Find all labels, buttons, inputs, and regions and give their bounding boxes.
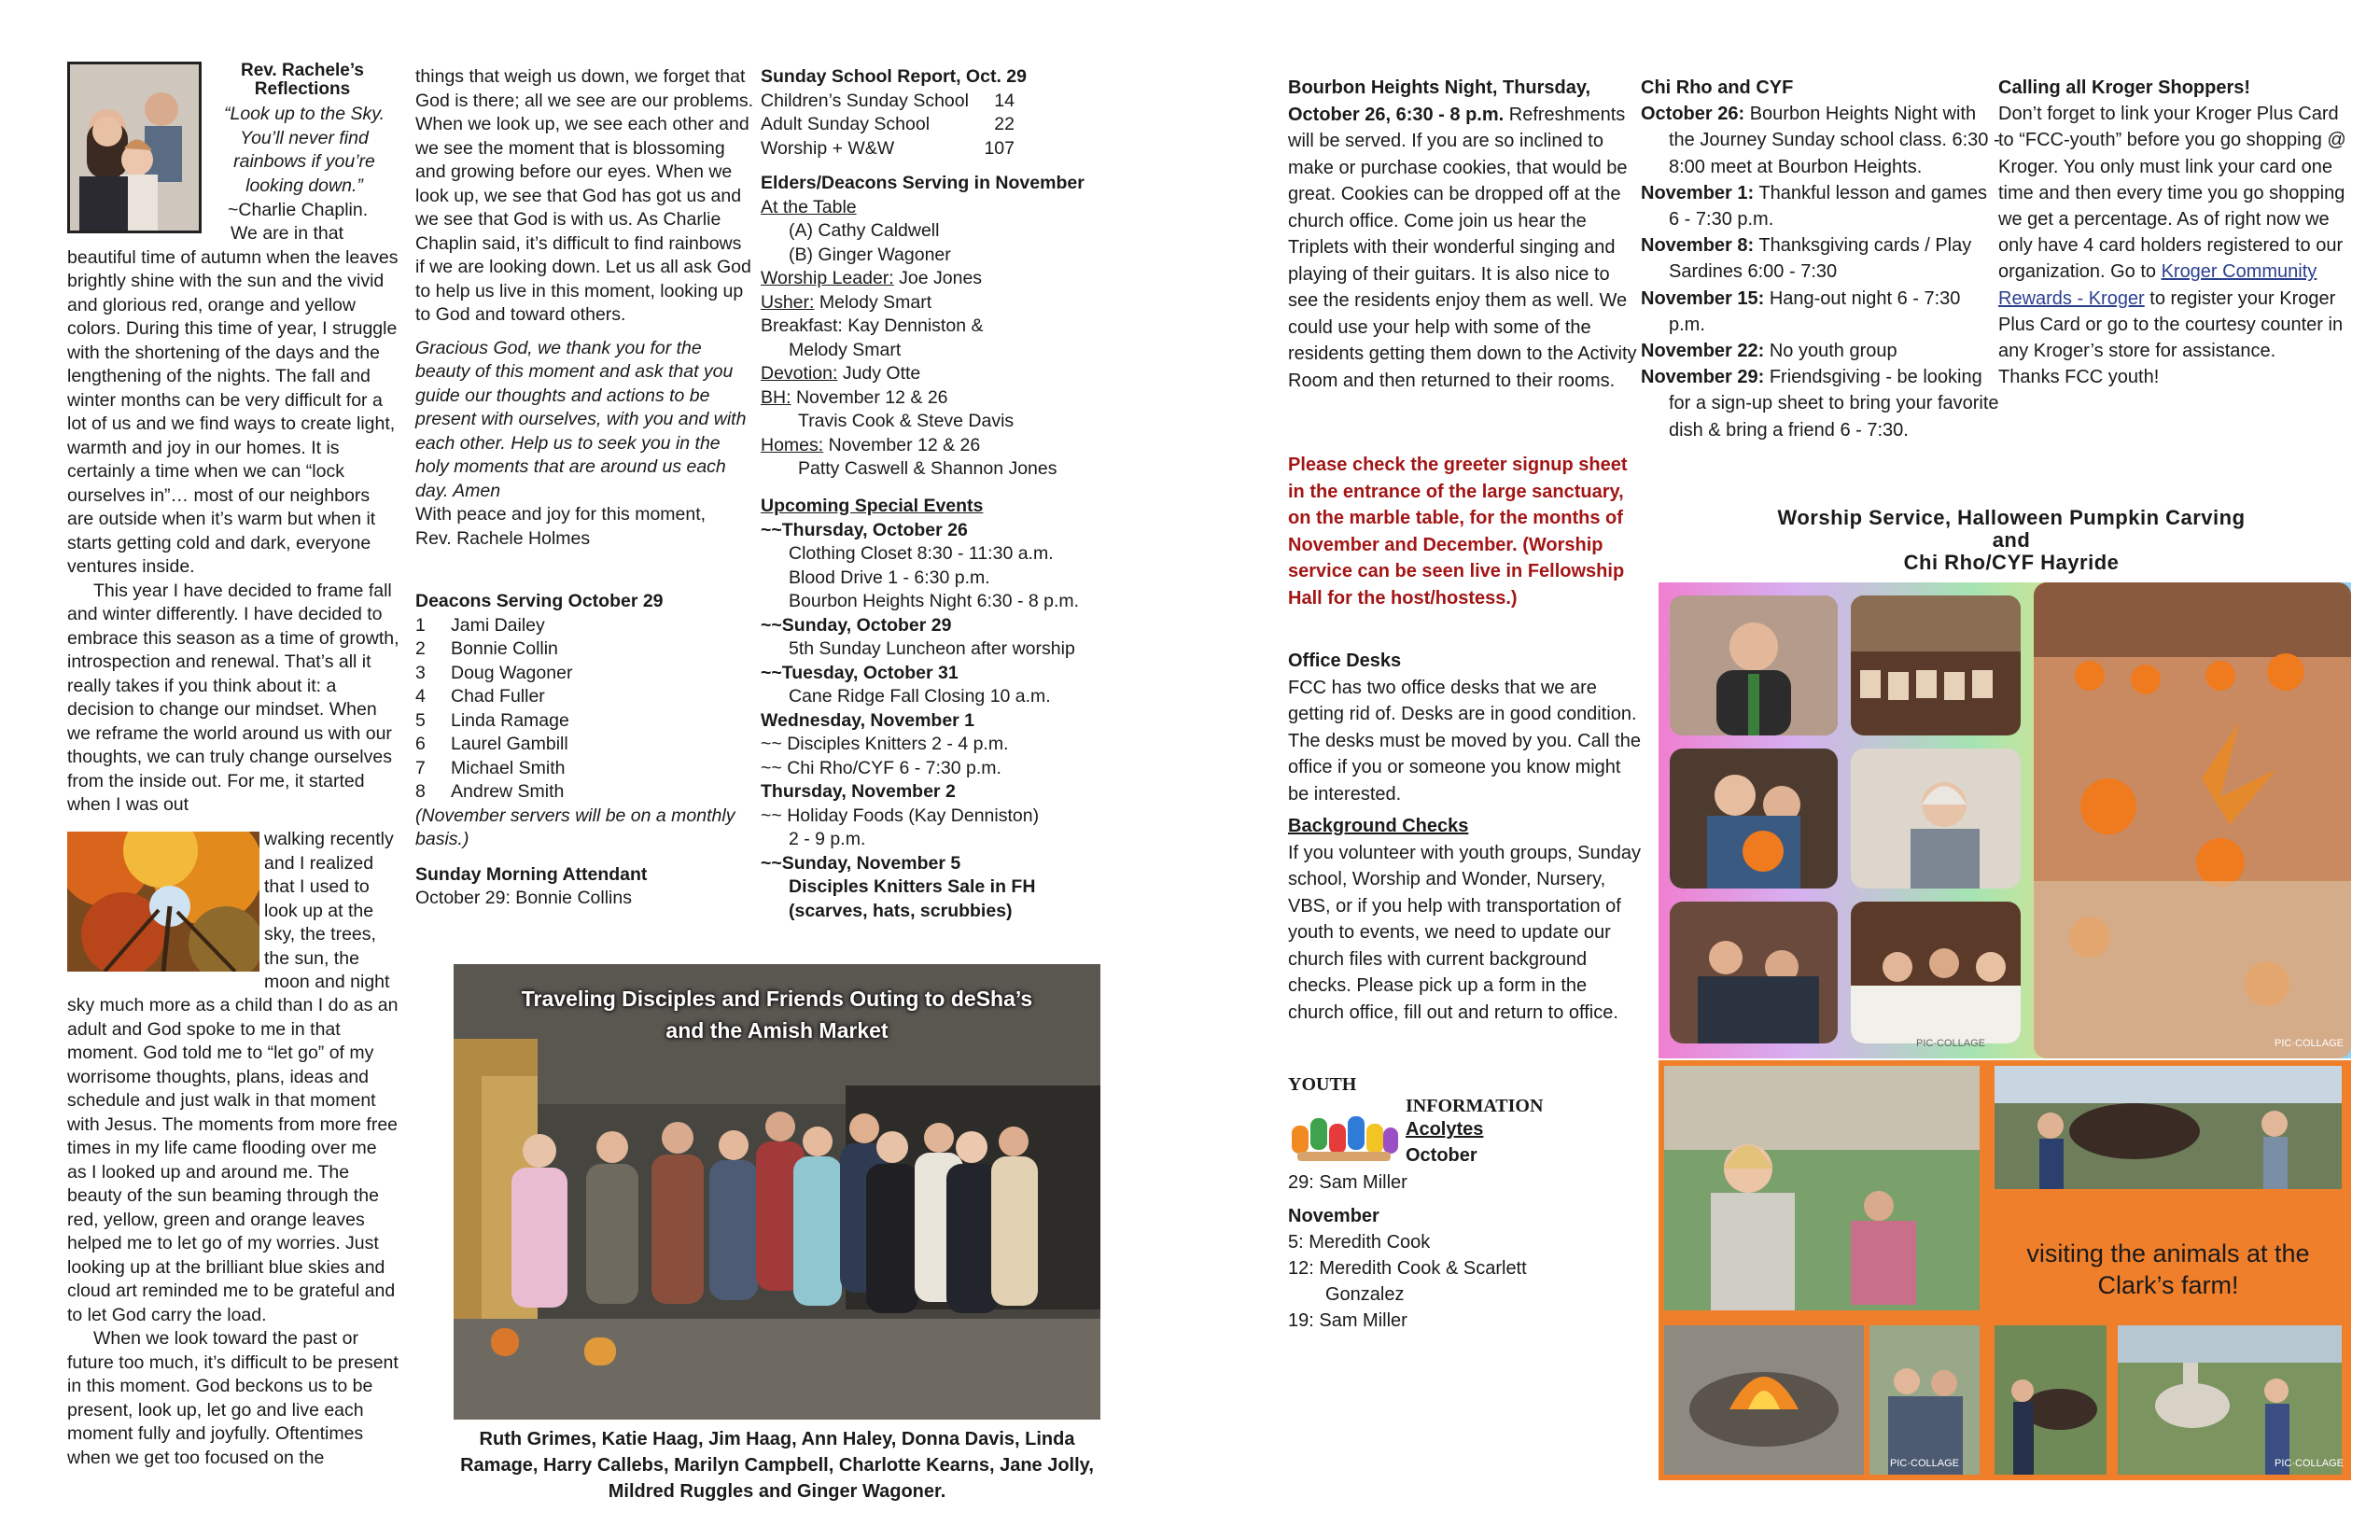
chi-rho-item [1641, 286, 2000, 338]
acolyte-entry: 19: Sam Miller [1288, 1310, 1407, 1331]
event-day-2: ~~Sunday, October 29 [761, 614, 952, 636]
acolytes-label: Acolytes [1406, 1119, 1484, 1140]
kroger-body [1998, 101, 2353, 364]
acolytes-october: October [1406, 1145, 1477, 1166]
chi-rho-date: November 22: [1641, 341, 1765, 362]
event-item: (scarves, hats, scrubbies) [789, 900, 1013, 921]
chi-rho-text: Thanksgiving cards / Play Sardines 6:00 - 7:30 [1669, 235, 1972, 283]
background-checks-section [1288, 813, 1643, 1026]
deacon-item [415, 709, 753, 734]
collage-title-line-1: Worship Service, Halloween Pumpkin Carving [1777, 506, 2246, 529]
sunday-school-value: 14 [994, 90, 1015, 111]
bh-label: BH: [761, 386, 791, 408]
event-item: ~~ Holiday Foods (Kay Denniston) [761, 805, 1040, 826]
chi-rho-item [1641, 338, 2000, 364]
hayride-photo-teens [1664, 1066, 1980, 1310]
breakfast-name-2: Melody Smart [789, 339, 902, 360]
reflections-title: Rev. Rachele’s Reflections [240, 61, 365, 99]
event-day-3-items [761, 685, 1106, 709]
hayride-photo-horse [1995, 1066, 2342, 1189]
deacon-name: Bonnie Collin [451, 638, 558, 659]
youth-acolytes [1406, 1116, 1592, 1169]
homes-row [761, 434, 1106, 458]
kroger-community-rewards-link[interactable]: Kroger Community Rewards - Kroger [1998, 261, 2317, 309]
chi-rho-text: Bourbon Heights Night with the Journey Sunday school class. 6:30 - 8:00 meet at Bourbon Heights. [1669, 104, 2000, 177]
chi-rho-item [1641, 364, 2000, 443]
event-day-3: ~~Tuesday, October 31 [761, 662, 959, 683]
chi-rho-item [1641, 180, 2000, 232]
collage-title [1722, 507, 2301, 574]
reflections-p2c-text: sky much more as a child than I do as an adult and God spoke to me in that moment. God told me to “let go” of my worrisome thoughts, plans, ideas and schedule and just walk in that moment with Jesus. The moments from more free times in my life came flooding over me as I looked up and around me. The beauty of the sun beaming through the red, yellow, green and orange leaves helped me to let go of my worries. Just looking up at the brilliant blue skies and cloud art reminded me to be grateful and to let God carry the load. [67, 995, 399, 1325]
chi-rho-section [1641, 75, 2000, 443]
reflections-p3-text: When we look toward the past or future too much, it’s difficult to be present in this moment. God beckons us to be present, look up, let go and live each moment fully and joyfully. Oftentimes when we get too focused on the [67, 1328, 399, 1468]
hands-clipart-icon [1288, 1113, 1400, 1163]
reflections-paragraph-2b: walking recently and I realized that I used to look up at the sky, the trees, the sun, the moon and night [264, 829, 394, 992]
devotion-name: Judy Otte [842, 363, 921, 384]
youth-title-2: INFORMATION [1406, 1096, 1544, 1116]
collage-photo-sanctuary [1851, 595, 2021, 735]
at-the-table-label: At the Table [761, 196, 857, 217]
deacon-item [415, 780, 753, 805]
worship-leader-row [761, 267, 1106, 291]
deacon-number: 4 [415, 686, 426, 707]
kroger-section [1998, 75, 2353, 390]
background-checks-title: Background Checks [1288, 816, 1469, 836]
homes-dates: November 12 & 26 [828, 434, 981, 455]
reflections-prayer: Gracious God, we thank you for the beauty of this moment and ask that you guide our thoughts and actions to be present with ourselves, with you and with each other. Help us to seek you in the holy moments that are around us each day. Amen [415, 337, 747, 501]
chi-rho-text: Thankful lesson and games 6 - 7:30 p.m. [1669, 182, 1987, 231]
sunday-school-value: 107 [984, 137, 1015, 159]
usher-name: Melody Smart [819, 291, 932, 313]
sunday-school-label: Children’s Sunday School [761, 90, 969, 111]
bourbon-heading: Bourbon Heights Night, Thursday, October 26, 6:30 - 8 p.m. [1288, 77, 1591, 125]
collage-watermark-3: PIC·COLLAGE [1890, 1458, 1959, 1469]
chi-rho-title: Chi Rho and CYF [1641, 77, 1794, 98]
homes-names: Patty Caswell & Shannon Jones [798, 458, 1057, 479]
bh-dates: November 12 & 26 [795, 386, 948, 408]
deacon-item [415, 733, 753, 757]
chi-rho-date: November 29: [1641, 367, 1765, 388]
event-day-6-items [761, 875, 1106, 923]
collage-photo-pumpkin-group [2034, 582, 2351, 1058]
event-item: Clothing Closet 8:30 - 11:30 a.m. [789, 543, 1054, 564]
outing-group-photo [454, 964, 1100, 1420]
deacon-number: 2 [415, 638, 426, 659]
usher-label: Usher: [761, 291, 815, 313]
hayride-photo-group [1869, 1325, 1980, 1475]
chi-rho-text: No youth group [1764, 341, 1897, 362]
event-day-1-items [761, 542, 1106, 614]
background-checks-text: If you volunteer with youth groups, Sunday school, Worship and Wonder, Nursery, VBS, or if you help with transportation of youth to events, we need to update our church files with current background checks. Please pick up a form in the church office, fill out and return to office. [1288, 842, 1642, 1023]
reflections-continued [415, 65, 753, 551]
chi-rho-date: November 1: [1641, 182, 1755, 203]
event-day-5-items [761, 805, 1106, 852]
chi-rho-date: November 8: [1641, 235, 1755, 257]
breakfast-name: Kay Denniston & [847, 315, 984, 336]
devotion-label: Devotion: [761, 363, 838, 384]
outing-photo-caption: Ruth Grimes, Katie Haag, Jim Haag, Ann Haley, Donna Davis, Linda Ramage, Harry Callebs, Marilyn Campbell, Charlotte Kearns, Jane Jolly, Mildred Ruggles and Ginger Wagoner. [460, 1429, 1094, 1502]
deacon-item [415, 614, 753, 638]
collage-photo-lady-reading [1851, 749, 2021, 889]
reflections-p4-text: things that weigh us down, we forget that God is there; all we see are our problems. When we look up, we see each other and we see the moment that is blossoming and growing before our eyes. When we look up, we see that God has got us and we see that God is with us. As Charlie Chaplin said, it’s difficult to find rainbows if we are looking down. Let us all ask God to help us live in this moment, looking up to God and toward others. [415, 66, 754, 325]
chi-rho-item [1641, 232, 2000, 285]
chi-rho-text: Friendsgiving - be looking for a sign-up sheet to bring your favorite dish & bring a friend 6 - 7:30. [1669, 367, 1999, 441]
deacons-note: (November servers will be on a monthly basis.) [415, 805, 735, 849]
sunday-school-row [761, 137, 1106, 161]
sunday-school-row [761, 90, 1106, 114]
deacon-item [415, 685, 753, 709]
elders-section [761, 172, 1106, 482]
chi-rho-date: November 15: [1641, 287, 1765, 309]
autumn-trees-photo [67, 832, 259, 972]
collage-photo-pastor [1670, 595, 1838, 735]
deacon-name: Andrew Smith [451, 781, 565, 802]
hayride-collage [1659, 1060, 2351, 1480]
greeter-notice: Please check the greeter signup sheet in the entrance of the large sanctuary, on the marble table, for the months of November and December. (Worship service can be seen live in Fellowship Hall for the host/hostess.) [1288, 455, 1628, 609]
hayride-photo-donkey [2118, 1325, 2342, 1475]
event-item: Cane Ridge Fall Closing 10 a.m. [789, 686, 1051, 707]
october-acolytes [1288, 1169, 1605, 1196]
sunday-school-title: Sunday School Report, Oct. 29 [761, 66, 1027, 87]
worship-pumpkin-collage [1659, 582, 2351, 1058]
event-day-4: Wednesday, November 1 [761, 709, 975, 731]
table-b: (B) Ginger Wagoner [789, 244, 951, 265]
bh-row [761, 386, 1106, 411]
event-day-1: ~~Thursday, October 26 [761, 519, 968, 540]
reflections-signature: Rev. Rachele Holmes [415, 527, 591, 549]
worship-leader-name: Joe Jones [899, 268, 983, 288]
deacon-number: 8 [415, 781, 426, 802]
deacons-list [415, 614, 753, 805]
collage-photo-worship-band [1670, 902, 1838, 1043]
deacon-name: Michael Smith [451, 757, 566, 778]
deacon-number: 3 [415, 662, 426, 683]
collage-photo-elders-table [1851, 902, 2021, 1043]
attendant-line: October 29: Bonnie Collins [415, 888, 632, 908]
kroger-text-2: to register your Kroger Plus Card or go to the courtesy counter in any Kroger’s store for assistance. [1998, 287, 2344, 362]
event-item: ~~ Disciples Knitters 2 - 4 p.m. [761, 734, 1009, 754]
right-page [1190, 0, 2380, 1540]
event-item: Blood Drive 1 - 6:30 p.m. [789, 567, 990, 588]
bh-names: Travis Cook & Steve Davis [798, 411, 1015, 431]
deacon-name: Doug Wagoner [451, 662, 573, 683]
deacon-name: Jami Dailey [451, 614, 545, 636]
event-item: Disciples Knitters Sale in FH [789, 876, 1036, 897]
upcoming-events [761, 495, 1106, 923]
event-day-2-items [761, 637, 1106, 662]
deacon-item [415, 637, 753, 662]
outing-photo-overlay-title: Traveling Disciples and Friends Outing to deSha’s and the Amish Market [521, 987, 1033, 1043]
chi-rho-item [1641, 101, 2000, 180]
deacons-title: Deacons Serving October 29 [415, 591, 664, 611]
elders-title: Elders/Deacons Serving in November [761, 173, 1085, 193]
bourbon-text: Refreshments will be served. If you are so inclined to make or purchase cookies, that would be great. Cookies can be dropped off at the church office. Come join us hear the Triplets with their wonderful singing and playing of their guitars. It is also nice to see the residents enjoy them as well. We could use your help with some of the residents getting them down to the Activity Room and then returned to their rooms. [1288, 104, 1637, 391]
devotion-row [761, 362, 1106, 386]
collage-watermark-2: PIC·COLLAGE [2275, 1038, 2344, 1049]
sunday-school-report [761, 65, 1106, 161]
acolyte-entry: 29: Sam Miller [1288, 1172, 1407, 1193]
reflections-paragraph-2c [67, 994, 399, 1470]
event-item: 5th Sunday Luncheon after worship [789, 638, 1075, 659]
deacon-name: Laurel Gambill [451, 734, 568, 754]
event-day-5: Thursday, November 2 [761, 781, 956, 802]
deacon-number: 6 [415, 734, 426, 754]
event-item: ~~ Chi Rho/CYF 6 - 7:30 p.m. [761, 757, 1001, 778]
deacon-name: Linda Ramage [451, 709, 569, 731]
deacon-number: 1 [415, 614, 426, 636]
deacon-number: 7 [415, 757, 426, 778]
chi-rho-date: October 26: [1641, 104, 1745, 125]
reflections-paragraph-1 [67, 222, 399, 818]
event-item: 2 - 9 p.m. [789, 829, 866, 849]
reflections-attribution: ~Charlie Chaplin. [228, 200, 369, 220]
rev-family-photo [67, 62, 202, 233]
attendant-title: Sunday Morning Attendant [415, 863, 648, 885]
sunday-school-rows [761, 90, 1106, 161]
chi-rho-items [1641, 101, 2000, 443]
deacon-number: 5 [415, 709, 426, 731]
collage-photo-girls-pumpkin [1670, 749, 1838, 889]
homes-label: Homes: [761, 434, 824, 455]
office-desks-section [1288, 648, 1643, 807]
youth-schedule [1288, 1169, 1605, 1334]
bourbon-heights-section [1288, 75, 1643, 394]
kroger-thanks: Thanks FCC youth! [1998, 367, 2160, 388]
deacon-name: Chad Fuller [451, 686, 545, 707]
hayride-photo-pony [1995, 1325, 2107, 1475]
deacons-section [415, 590, 753, 911]
event-item: Bourbon Heights Night 6:30 - 8 p.m. [789, 591, 1080, 611]
collage-watermark-4: PIC·COLLAGE [2275, 1458, 2344, 1469]
farm-caption: visiting the animals at the Clark’s farm! [2026, 1239, 2310, 1299]
reflections-p2-text: This year I have decided to frame fall and winter differently. I have decided to embrace this season as a time of growth, introspection and renewal. That’s all it really takes if you think about it: a decision to change our mindset. When we reframe the world around us with our thoughts, we can truly change ourselves from the inside out. For me, it started when I was out [67, 580, 399, 815]
deacon-item [415, 662, 753, 686]
office-desks-text: FCC has two office desks that we are getting rid of. Desks are in good condition. The desks must be moved by you. Call the office if you or someone you know might be interested. [1288, 677, 1641, 805]
chi-rho-text: Hang-out night 6 - 7:30 p.m. [1669, 287, 1961, 335]
collage-watermark-1: PIC·COLLAGE [1916, 1038, 1985, 1049]
november-label: November [1288, 1206, 1379, 1226]
events-title: Upcoming Special Events [761, 496, 984, 516]
sunday-school-value: 22 [994, 114, 1015, 134]
table-a: (A) Cathy Caldwell [789, 220, 940, 241]
event-day-6: ~~Sunday, November 5 [761, 852, 961, 874]
deacon-item [415, 757, 753, 781]
reflections-p1-text: We are in that beautiful time of autumn when the leaves brightly shine with the sun and the vivid and glorious red, orange and yellow colors. During this time of year, I struggle with the shortening of the days and the lengthening of the nights. The fall and winter months can be very difficult for a lot of us and we find ways to create light, warmth and joy in our homes. It is certainly a time when we can “lock ourselves in”… most of our neighbors are outside when it’s warm but when it starts getting cold and dark, everyone ventures inside. [67, 223, 399, 577]
kroger-title: Calling all Kroger Shoppers! [1998, 77, 2251, 98]
sunday-school-row [761, 113, 1106, 137]
event-day-4-items [761, 733, 1106, 780]
sunday-school-label: Worship + W&W [761, 137, 895, 159]
collage-title-line-2: and [1992, 528, 2031, 552]
collage-title-line-3: Chi Rho/CYF Hayride [1903, 551, 2120, 574]
reflections-quote: “Look up to the Sky. You’ll never find rainbows if you’re looking down.” [224, 104, 385, 196]
youth-title-1: YOUTH [1288, 1074, 1357, 1095]
hayride-photo-bonfire [1664, 1325, 1864, 1475]
reflections-closing: With peace and joy for this moment, [415, 504, 707, 525]
office-desks-title: Office Desks [1288, 651, 1402, 671]
kroger-text-1: Don’t forget to link your Kroger Plus Card to “FCC-youth” before you go shopping @ Kroger. You only must link your card one time and then every time you go shopping we get a percentage. As of right now we only have 4 card holders registered to our organization. Go to [1998, 104, 2346, 283]
breakfast-row [761, 315, 1106, 339]
worship-leader-label: Worship Leader: [761, 268, 894, 288]
november-acolytes [1288, 1229, 1605, 1334]
usher-row [761, 291, 1106, 315]
acolyte-entry: 5: Meredith Cook [1288, 1232, 1431, 1253]
acolyte-entry: 12: Meredith Cook & Scarlett Gonzalez [1288, 1258, 1527, 1305]
breakfast-label: Breakfast: [761, 315, 843, 336]
sunday-school-label: Adult Sunday School [761, 114, 931, 134]
